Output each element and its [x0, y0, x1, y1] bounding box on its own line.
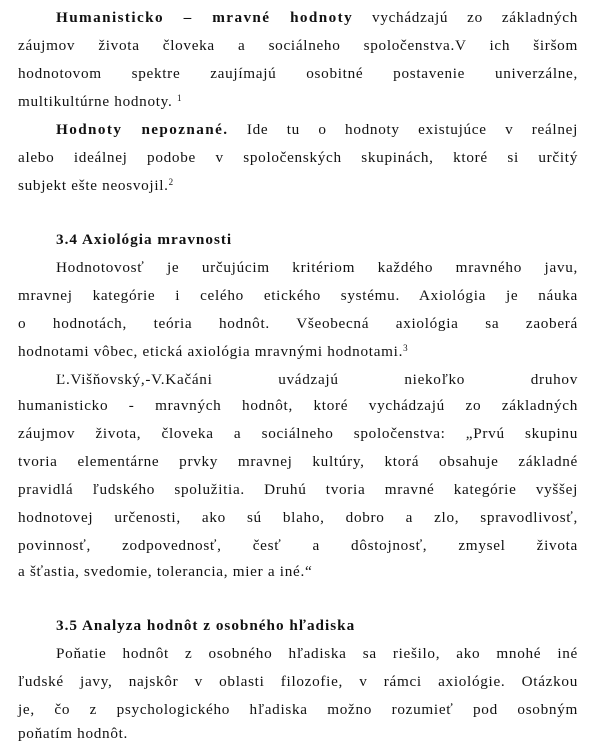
footnote-marker: 1 — [176, 93, 182, 103]
footnote-marker: 3 — [403, 343, 408, 353]
text-span: subjekt ešte neosvojil. — [18, 177, 169, 194]
paragraph-line: a šťastia, svedomie, tolerancia, mier a iné.“ — [18, 563, 313, 580]
paragraph-line: záujmov života, človeka a sociálneho spoločenstva: „Prvú skupinu — [18, 425, 578, 442]
paragraph-line: poňatím hodnôt. — [18, 725, 129, 742]
paragraph-line: záujmov života človeka a sociálneho spoločenstva.V ich širšom — [18, 37, 578, 54]
section-heading: 3.4 Axiológia mravnosti — [56, 231, 233, 248]
paragraph-line — [18, 174, 578, 198]
paragraph-line — [56, 6, 578, 30]
paragraph-line: je, čo z psychologického hľadiska možno rozumieť pod osobným — [18, 701, 578, 718]
paragraph-line — [56, 118, 578, 142]
section-heading: 3.5 Analyza hodnôt z osobného hľadiska — [56, 617, 356, 634]
paragraph-line: Ľ.Višňovský,-V.Kačáni uvádzajú niekoľko druhov — [56, 371, 578, 388]
paragraph-line — [18, 90, 578, 114]
paragraph-line: o hodnotách, teória hodnôt. Všeobecná axiológia sa zaoberá — [18, 315, 578, 332]
text-span: hodnotami vôbec, etická axiológia mravnými hodnotami. — [18, 343, 404, 360]
paragraph-line: humanisticko - mravných hodnôt, ktoré vychádzajú zo základných — [18, 397, 578, 414]
text-span: multikultúrne hodnoty. — [18, 93, 173, 110]
paragraph-line: mravnej kategórie i celého etického systému. Axiológia je náuka — [18, 287, 578, 304]
paragraph-line: alebo ideálnej podobe v spoločenských skupinách, ktoré si určitý — [18, 149, 578, 166]
term-label: Hodnoty nepoznané. — [56, 121, 229, 138]
paragraph-line: pravidlá ľudského spolužitia. Druhú tvoria mravné kategórie vyššej — [18, 481, 578, 498]
term-label: Humanisticko – mravné hodnoty — [56, 9, 354, 26]
paragraph-line: ľudské javy, najskôr v oblasti filozofie, v rámci axiológie. Otázkou — [18, 673, 578, 690]
paragraph-line: povinnosť, zodpovednosť, česť a dôstojnosť, zmysel života — [18, 537, 578, 554]
paragraph-line: tvoria elementárne prvky mravnej kultúry, ktorá obsahuje základné — [18, 453, 578, 470]
text-span: vychádzajú zo základných — [372, 9, 578, 26]
paragraph-line: Poňatie hodnôt z osobného hľadiska sa riešilo, ako mnohé iné — [56, 645, 578, 662]
text-span: Ide tu o hodnoty existujúce v reálnej — [246, 121, 578, 138]
paragraph-line: Hodnotovosť je určujúcim kritériom každého mravného javu, — [56, 259, 578, 276]
paragraph-line: hodnotovej určenosti, ako sú blaho, dobro a zlo, spravodlivosť, — [18, 509, 578, 526]
footnote-marker: 2 — [168, 177, 174, 187]
paragraph-line — [18, 340, 578, 364]
paragraph-line: hodnotovom spektre zaujímajú osobitné postavenie univerzálne, — [18, 65, 578, 82]
